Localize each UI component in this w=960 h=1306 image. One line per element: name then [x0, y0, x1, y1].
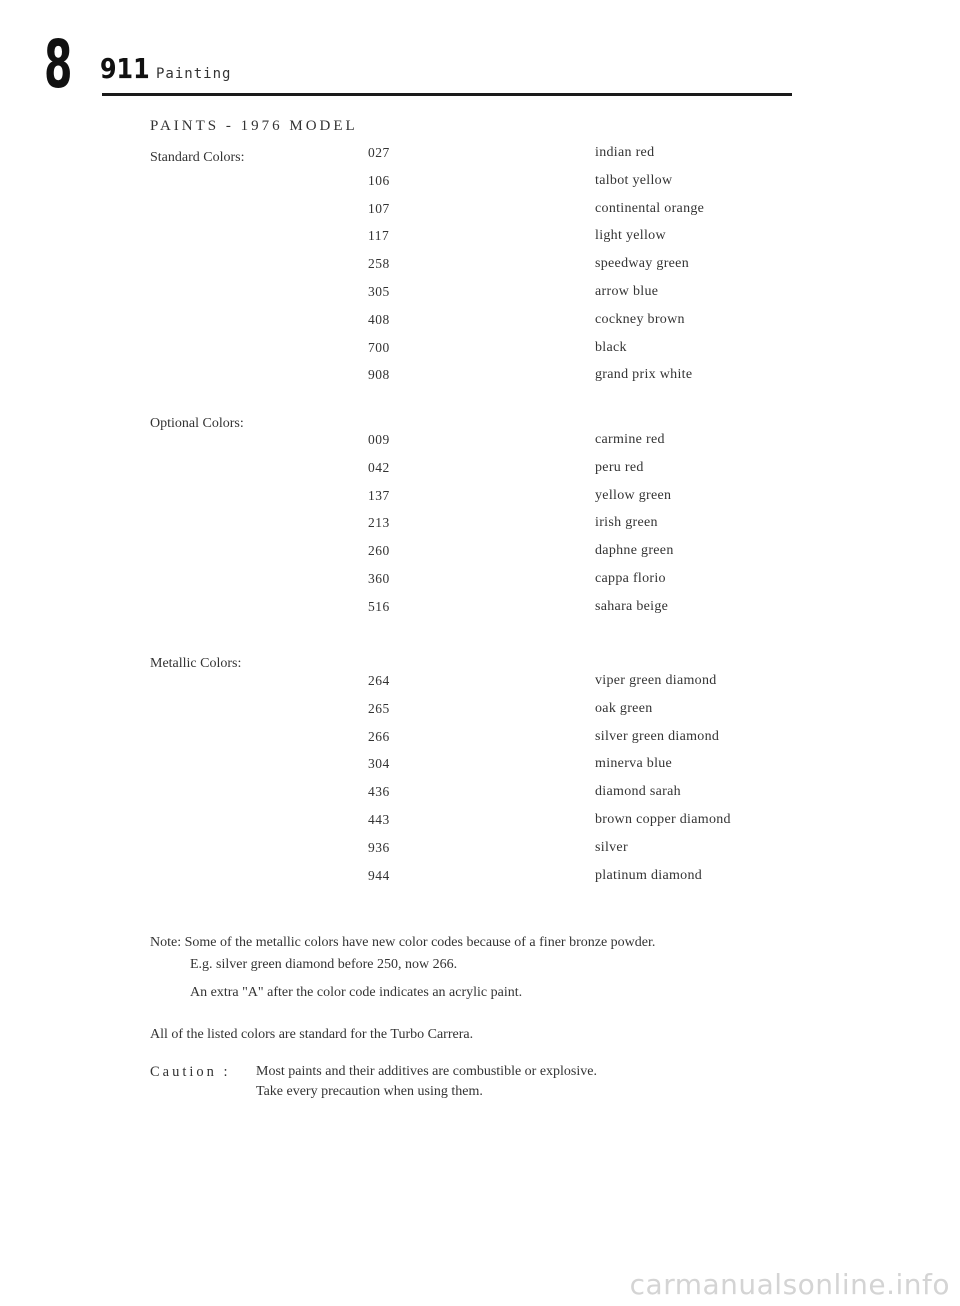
color-name: indian red	[595, 145, 655, 160]
color-name: grand prix white	[595, 367, 693, 382]
color-code: 027	[368, 145, 390, 160]
color-name: talbot yellow	[595, 173, 673, 188]
color-name: minerva blue	[595, 756, 673, 771]
color-name: oak green	[595, 701, 653, 716]
color-code: 137	[368, 488, 390, 503]
color-name: daphne green	[595, 543, 674, 558]
caution-line: Most paints and their additives are combustible or explosive.	[256, 1064, 597, 1079]
color-group-label: Metallic Colors:	[150, 656, 242, 671]
color-code: 436	[368, 784, 390, 799]
color-group-label: Optional Colors:	[150, 416, 244, 431]
color-code: 260	[368, 543, 390, 558]
color-code: 107	[368, 201, 390, 216]
color-name: viper green diamond	[595, 673, 717, 688]
color-code: 908	[368, 367, 390, 382]
note-line: All of the listed colors are standard for the Turbo Carrera.	[150, 1027, 474, 1042]
color-name: irish green	[595, 515, 658, 530]
color-code: 408	[368, 312, 390, 327]
color-name: brown copper diamond	[595, 812, 731, 827]
color-name: carmine red	[595, 432, 665, 447]
color-code: 936	[368, 840, 390, 855]
page-title: PAINTS - 1976 MODEL	[150, 118, 358, 134]
note-line: Note: Some of the metallic colors have new color codes because of a finer bronze powder.	[150, 935, 656, 950]
color-name: sahara beige	[595, 599, 669, 614]
color-code: 213	[368, 515, 390, 530]
color-name: light yellow	[595, 228, 666, 243]
color-name: yellow green	[595, 488, 672, 503]
color-code: 264	[368, 673, 390, 688]
color-name: cappa florio	[595, 571, 666, 586]
color-name: platinum diamond	[595, 868, 703, 883]
model-title: 911	[100, 52, 150, 85]
chapter-number: 8	[44, 26, 73, 103]
color-name: peru red	[595, 460, 644, 475]
color-name: diamond sarah	[595, 784, 681, 799]
color-code: 944	[368, 868, 390, 883]
color-code: 443	[368, 812, 390, 827]
color-group-label: Standard Colors:	[150, 150, 245, 165]
color-name: black	[595, 340, 627, 355]
color-code: 266	[368, 729, 390, 744]
color-code: 258	[368, 256, 390, 271]
color-code: 516	[368, 599, 390, 614]
caution-line: Take every precaution when using them.	[256, 1084, 483, 1099]
note-line: An extra "A" after the color code indicates an acrylic paint.	[190, 985, 523, 1000]
color-code: 304	[368, 756, 390, 771]
color-code: 360	[368, 571, 390, 586]
color-name: speedway green	[595, 256, 689, 271]
color-name: silver	[595, 840, 628, 855]
color-name: continental orange	[595, 201, 705, 216]
note-line: E.g. silver green diamond before 250, now 266.	[190, 957, 458, 972]
color-code: 117	[368, 228, 390, 243]
watermark-footer: carmanualsonline.info	[629, 1268, 950, 1301]
color-code: 700	[368, 340, 390, 355]
color-code: 305	[368, 284, 390, 299]
color-name: silver green diamond	[595, 729, 720, 744]
color-name: cockney brown	[595, 312, 685, 327]
caution-label: Caution :	[150, 1064, 231, 1080]
color-name: arrow blue	[595, 284, 659, 299]
color-code: 009	[368, 432, 390, 447]
color-code: 042	[368, 460, 390, 475]
color-code: 106	[368, 173, 390, 188]
section-title: Painting	[156, 66, 232, 82]
page-header	[0, 0, 960, 103]
color-code: 265	[368, 701, 390, 716]
header-rule	[102, 93, 792, 96]
